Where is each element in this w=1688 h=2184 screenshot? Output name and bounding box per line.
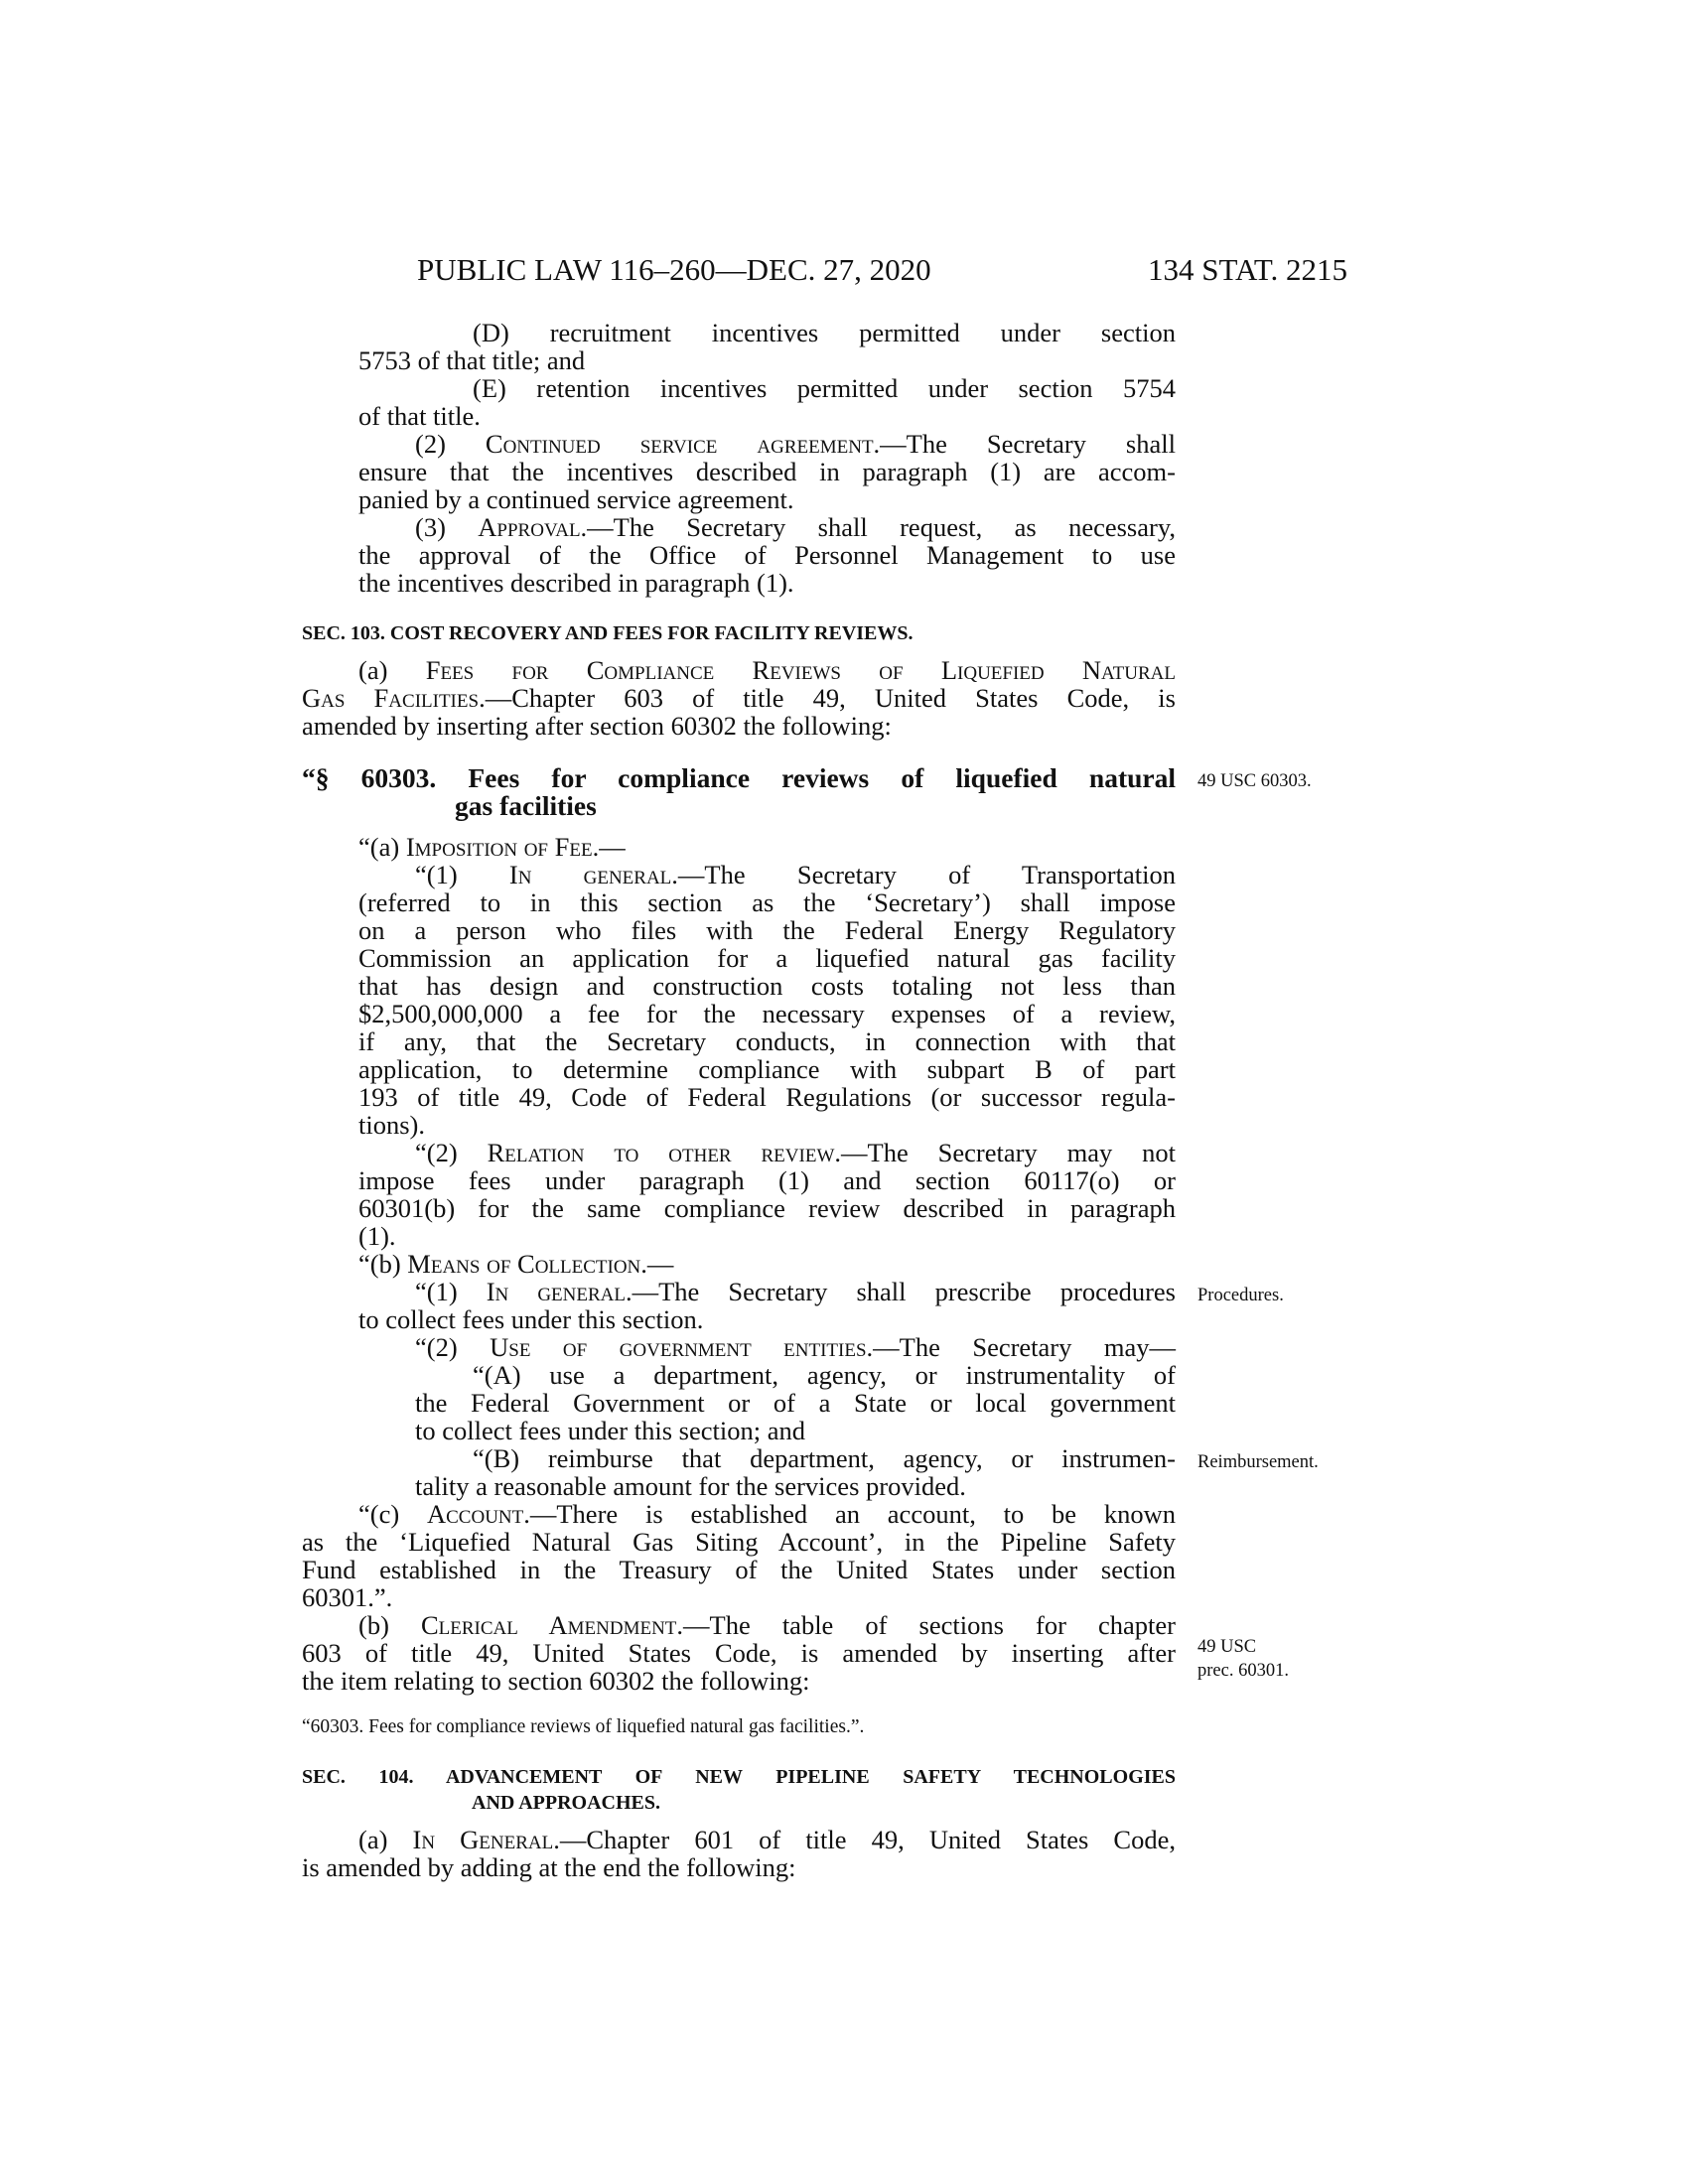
paragraph-3-line-3: the incentives described in paragraph (1). [358,568,794,598]
subsection-b-heading: “(b) Means of Collection.— [358,1249,674,1279]
section-103-a-line-3: amended by inserting after section 60302 the following: [302,711,892,741]
item-e-line-2: of that title. [358,401,481,431]
subsection-a2-line: 60301(b) for the same compliance review described in paragraph [358,1193,1176,1223]
clause-b2a-line-1: “(A) use a department, agency, or instrumentality of [473,1360,1176,1390]
subsection-a1-line: tions). [358,1110,425,1140]
paragraph-2-line-2: ensure that the incentives described in paragraph (1) are accom- [358,457,1176,486]
subsection-a-heading: “(a) Imposition of Fee.— [358,832,626,862]
running-header-title: PUBLIC LAW 116–260—DEC. 27, 2020 [417,252,931,287]
margin-note-prec-60301: prec. 60301. [1197,1661,1289,1681]
subsection-a1-line: that has design and construction costs totaling not less than [358,971,1176,1001]
section-103-a-line-2: Gas Facilities.—Chapter 603 of title 49, United States Code, is [302,683,1176,713]
subsection-c-line-4: 60301.”. [302,1582,393,1612]
item-e-line-1: (E) retention incentives permitted under section 5754 [473,373,1176,403]
item-d-line-1: (D) recruitment incentives permitted under section [473,318,1176,347]
subsection-a2-line: impose fees under paragraph (1) and section 60117(o) or [358,1165,1176,1195]
paragraph-2-line-3: panied by a continued service agreement. [358,484,794,514]
subsection-c-line-1: “(c) Account.—There is established an account, to be known [358,1499,1176,1529]
subsection-a1-line: on a person who files with the Federal Energy Regulatory [358,915,1176,945]
subsection-b1-line-1: “(1) In general.—The Secretary shall prescribe procedures [415,1277,1176,1306]
paragraph-2-line-1: (2) Continued service agreement.—The Secretary shall [415,429,1176,459]
clause-b2b-line-1: “(B) reimburse that department, agency, or instrumen- [473,1443,1176,1473]
section-103-heading: SEC. 103. COST RECOVERY AND FEES FOR FACILITY REVIEWS. [302,622,914,644]
subsection-a2-line-1: “(2) Relation to other review.—The Secretary may not [415,1138,1176,1167]
page-stat-number: 134 STAT. 2215 [1148,252,1348,287]
subsection-c-line-3: Fund established in the Treasury of the United States under section [302,1555,1176,1584]
paragraph-3-line-2: the approval of the Office of Personnel Management to use [358,540,1176,570]
subsection-a2-line: (1). [358,1221,396,1251]
section-60303-heading-line-1: “§ 60303. Fees for compliance reviews of liquefied natural [302,762,1176,793]
margin-note-reimbursement: Reimbursement. [1197,1452,1319,1472]
subsection-a1-line-1: “(1) In general.—The Secretary of Transportation [415,860,1176,889]
clause-b2a-line-3: to collect fees under this section; and [415,1416,805,1445]
subsection-a1-line: Commission an application for a liquefied natural gas facility [358,943,1176,973]
margin-note-procedures: Procedures. [1197,1286,1284,1305]
subsection-a1-line: if any, that the Secretary conducts, in connection with that [358,1026,1176,1056]
section-104-heading-line-2: AND APPROACHES. [472,1792,661,1814]
subsection-a1-line: $2,500,000,000 a fee for the necessary expenses of a review, [358,999,1176,1028]
subsection-a1-line: 193 of title 49, Code of Federal Regulations (or successor regula- [358,1082,1176,1112]
subsection-b2-line-1: “(2) Use of government entities.—The Secretary may— [415,1332,1176,1362]
section-104-a-line-2: is amended by adding at the end the following: [302,1852,796,1882]
subsection-c-line-2: as the ‘Liquefied Natural Gas Siting Account’, in the Pipeline Safety [302,1527,1176,1557]
table-of-sections-item: “60303. Fees for compliance reviews of liquefied natural gas facilities.”. [302,1716,865,1737]
subsection-a1-line: (referred to in this section as the ‘Secretary’) shall impose [358,887,1176,917]
section-104-heading-line-1: SEC. 104. ADVANCEMENT OF NEW PIPELINE SAFETY TECHNOLOGIES [302,1766,1176,1788]
clerical-amendment-line-1: (b) Clerical Amendment.—The table of sections for chapter [358,1610,1176,1640]
subsection-b1-line-2: to collect fees under this section. [358,1304,704,1334]
section-103-a-line-1: (a) Fees for Compliance Reviews of Liquefied Natural [358,655,1176,685]
margin-note-49-usc: 49 USC [1197,1637,1257,1657]
clause-b2b-line-2: tality a reasonable amount for the services provided. [415,1471,966,1501]
item-d-line-2: 5753 of that title; and [358,345,586,375]
clerical-amendment-line-2: 603 of title 49, United States Code, is amended by inserting after [302,1638,1176,1668]
section-104-a-line-1: (a) In General.—Chapter 601 of title 49, United States Code, [358,1825,1176,1854]
clerical-amendment-line-3: the item relating to section 60302 the following: [302,1666,810,1696]
section-60303-heading-line-2: gas facilities [455,790,597,821]
margin-note-49-usc-60303: 49 USC 60303. [1197,771,1312,791]
paragraph-3-line-1: (3) Approval.—The Secretary shall request, as necessary, [415,512,1176,542]
clause-b2a-line-2: the Federal Government or of a State or local government [415,1388,1176,1418]
subsection-a1-line: application, to determine compliance with subpart B of part [358,1054,1176,1084]
